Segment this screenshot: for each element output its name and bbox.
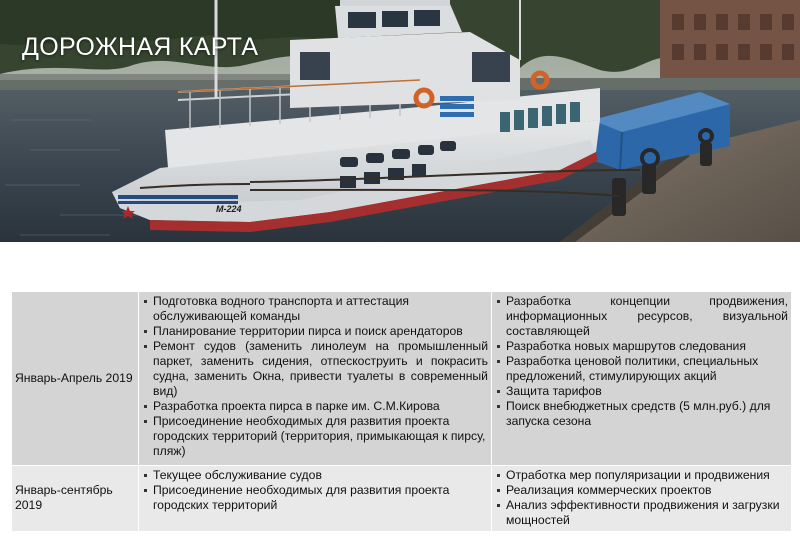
list-item: Разработка концепции продвижения, информационных ресурсов, визуальной составляющей (495, 294, 788, 339)
period-cell: Январь-Апрель 2019 (12, 292, 139, 466)
list-item: Ремонт судов (заменить линолеум на промышленный паркет, заменить сидения, отпескоструить и покрасить судна, заменить Окна, привести туалеты в современный вид) (142, 339, 488, 399)
list-item: Разработка проекта пирса в парке им. С.М.Кирова (142, 399, 488, 414)
list-item: Присоединение необходимых для развития проекта городских территорий (142, 483, 488, 513)
task-list (142, 468, 488, 513)
tasks-cell-right (492, 292, 792, 466)
period-cell: Январь-сентябрь 2019 (12, 466, 139, 532)
page-title: ДОРОЖНАЯ КАРТА (22, 33, 259, 61)
list-item: Разработка новых маршрутов следования (495, 339, 788, 354)
list-item: Реализация коммерческих проектов (495, 483, 788, 498)
list-item: Планирование территории пирса и поиск арендаторов (142, 324, 488, 339)
list-item: Анализ эффективности продвижения и загрузки мощностей (495, 498, 788, 528)
header-photo (0, 0, 800, 242)
list-item: Присоединение необходимых для развития проекта городских территорий (территория, примыкающая к пирсу, пляж) (142, 414, 488, 459)
task-list (142, 294, 488, 459)
list-item: Поиск внебюджетных средств (5 млн.руб.) для запуска сезона (495, 399, 788, 429)
list-item: Разработка ценовой политики, специальных предложений, стимулирующих акций (495, 354, 788, 384)
list-item: Подготовка водного транспорта и аттестация обслуживающей команды (142, 294, 488, 324)
task-list (495, 468, 788, 528)
list-item: Отработка мер популяризации и продвижения (495, 468, 788, 483)
tasks-cell-left (139, 292, 492, 466)
list-item: Текущее обслуживание судов (142, 468, 488, 483)
tasks-cell-right (492, 466, 792, 532)
table-row (12, 466, 792, 532)
boat-number: М-224 (216, 204, 242, 214)
table-row (12, 292, 792, 466)
tasks-cell-left (139, 466, 492, 532)
list-item: Защита тарифов (495, 384, 788, 399)
roadmap-table (11, 291, 792, 532)
task-list (495, 294, 788, 429)
